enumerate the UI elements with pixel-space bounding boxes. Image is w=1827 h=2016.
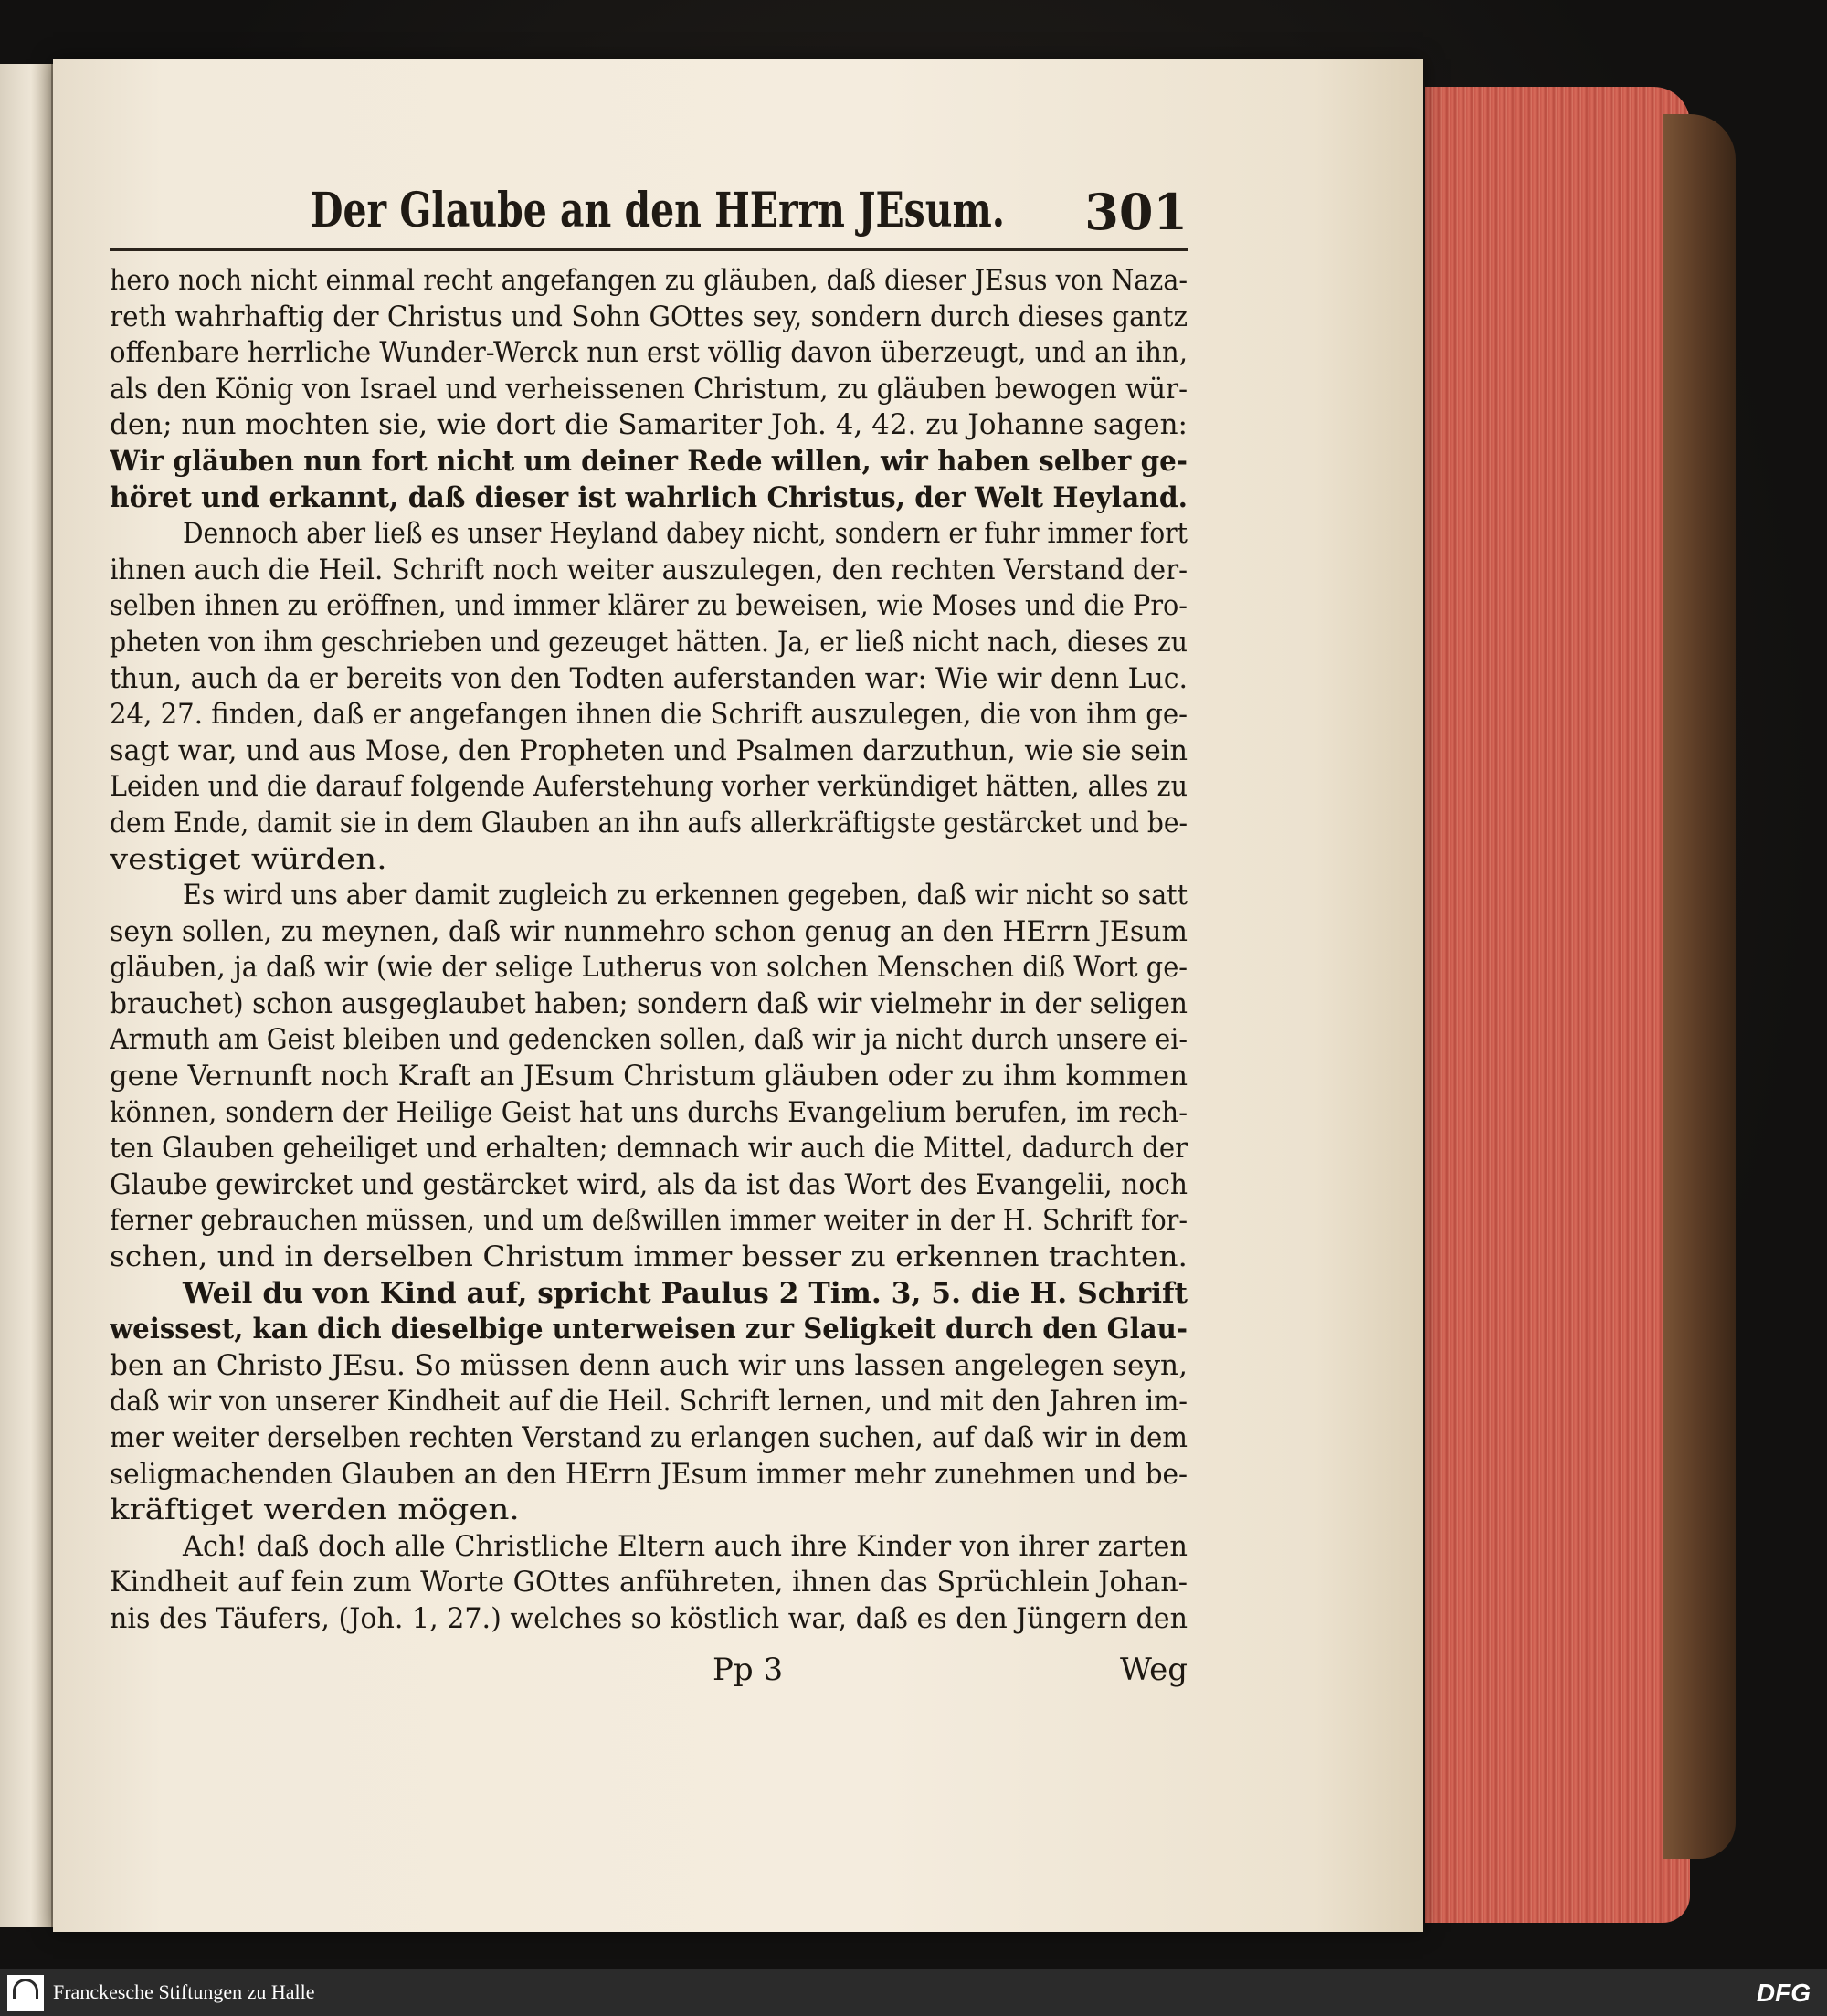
text-line: daß wir von unserer Kindheit auf die Heil. Schrift lernen, und mit den Jahren im- — [110, 1385, 1188, 1419]
text-line: gene Vernunft noch Kraft an JEsum Christum gläuben oder zu ihm kommen — [110, 1060, 1188, 1093]
text-line: reth wahrhaftig der Christus und Sohn GOttes sey, sondern durch dieses gantz — [110, 300, 1188, 333]
head-rule — [110, 248, 1188, 251]
text-line: offenbare herrliche Wunder-Werck nun erst völlig davon überzeugt, und an ihn, — [110, 336, 1188, 370]
library-logo-icon — [7, 1975, 44, 2011]
text-line: Kindheit auf fein zum Worte GOttes anführeten, ihnen das Sprüchlein Johan- — [110, 1566, 1188, 1599]
text-line: Es wird uns aber damit zugleich zu erkennen gegeben, daß wir nicht so satt — [183, 879, 1188, 913]
text-line: gläuben, ja daß wir (wie der selige Lutherus von solchen Menschen diß Wort ge- — [110, 951, 1188, 985]
text-line: 24, 27. finden, daß er angefangen ihnen die Schrift auszulegen, die von ihm ge- — [110, 698, 1188, 732]
running-title: Der Glaube an den HErrn JEsum. — [311, 183, 1005, 238]
running-head — [110, 183, 1188, 247]
text-line: Glaube gewircket und gestärcket wird, als da ist das Wort des Evangelii, noch — [110, 1167, 1188, 1201]
text-line: ten Glauben geheiliget und erhalten; demnach wir auch die Mittel, dadurch der — [110, 1132, 1188, 1166]
text-line: weissest, kan dich dieselbige unterweisen zur Seligkeit durch den Glau- — [110, 1313, 1188, 1346]
text-line: seyn sollen, zu meynen, daß wir nunmehro schon genug an den HErrn JEsum — [110, 914, 1188, 948]
text-line: den; nun mochten sie, wie dort die Samariter Joh. 4, 42. zu Johanne sagen: — [110, 408, 1188, 442]
facing-page-edge — [0, 64, 54, 1927]
text-line: mer weiter derselben rechten Verstand zu erlangen suchen, auf daß wir in dem — [110, 1421, 1188, 1454]
text-line: Weil du von Kind auf, spricht Paulus 2 Tim. 3, 5. die H. Schrift — [183, 1276, 1188, 1310]
text-line: ihnen auch die Heil. Schrift noch weiter auszulegen, den rechten Verstand der- — [110, 553, 1188, 586]
text-line: thun, auch da er bereits von den Todten auferstanden war: Wie wir denn Luc. — [110, 661, 1188, 695]
text-line: als den König von Israel und verheissenen Christum, zu gläuben bewogen wür- — [110, 372, 1188, 406]
text-line: kräftiget werden mögen. — [110, 1494, 520, 1527]
text-line: höret und erkannt, daß dieser ist wahrlich Christus, der Welt Heyland. — [110, 480, 1188, 514]
text-line: ferner gebrauchen müssen, und um deßwillen immer weiter in der H. Schrift for- — [110, 1204, 1188, 1238]
text-line: Leiden und die darauf folgende Auferstehung vorher verkündiget hätten, alles zu — [110, 770, 1188, 804]
text-line: hero noch nicht einmal recht angefangen zu gläuben, daß dieser JEsus von Naza- — [110, 264, 1188, 297]
text-line: können, sondern der Heilige Geist hat uns durchs Evangelium berufen, im rech- — [110, 1095, 1188, 1129]
page-footer — [110, 1652, 1188, 1697]
signature-mark: Pp 3 — [713, 1652, 784, 1688]
library-name: Franckesche Stiftungen zu Halle — [53, 1980, 315, 2003]
text-line: selben ihnen zu eröffnen, und immer klärer zu beweisen, wie Moses und die Pro- — [110, 589, 1188, 623]
dfg-logo: DFG — [1756, 1979, 1811, 2007]
text-line: dem Ende, damit sie in dem Glauben an ihn aufs allerkräftigste gestärcket und be- — [110, 806, 1188, 839]
text-line: seligmachenden Glauben an den HErrn JEsum immer mehr zunehmen und be- — [110, 1457, 1188, 1491]
text-line: schen, und in derselben Christum immer besser zu erkennen trachten. — [110, 1240, 1188, 1274]
text-line: pheten von ihm geschrieben und gezeuget hätten. Ja, er ließ nicht nach, dieses zu — [110, 625, 1188, 659]
text-line: Armuth am Geist bleiben und gedencken sollen, daß wir ja nicht durch unsere ei- — [110, 1023, 1188, 1057]
text-line: ben an Christo JEsu. So müssen denn auch wir uns lassen angelegen seyn, — [110, 1348, 1188, 1382]
viewer-footer-bar — [0, 1969, 1827, 2016]
catchword: Weg — [1119, 1652, 1188, 1688]
text-line: brauchet) schon ausgeglaubet haben; sondern daß wir vielmehr in der seligen — [110, 987, 1188, 1020]
text-line: Ach! daß doch alle Christliche Eltern auch ihre Kinder von ihrer zarten — [183, 1529, 1188, 1563]
text-line: vestiget würden. — [110, 842, 387, 876]
red-page-edges — [1425, 87, 1690, 1923]
text-line: Dennoch aber ließ es unser Heyland dabey nicht, sondern er fuhr immer fort — [183, 517, 1188, 551]
text-line: nis des Täufers, (Joh. 1, 27.) welches so köstlich war, daß es den Jüngern den — [110, 1601, 1188, 1635]
book-cover-edge — [1663, 114, 1736, 1859]
body-text — [110, 263, 1188, 1638]
text-line: sagt war, und aus Mose, den Propheten und Psalmen darzuthun, wie sie sein — [110, 734, 1188, 767]
page-number: 301 — [1084, 183, 1188, 241]
text-line: Wir gläuben nun fort nicht um deiner Rede willen, wir haben selber ge- — [110, 444, 1188, 478]
